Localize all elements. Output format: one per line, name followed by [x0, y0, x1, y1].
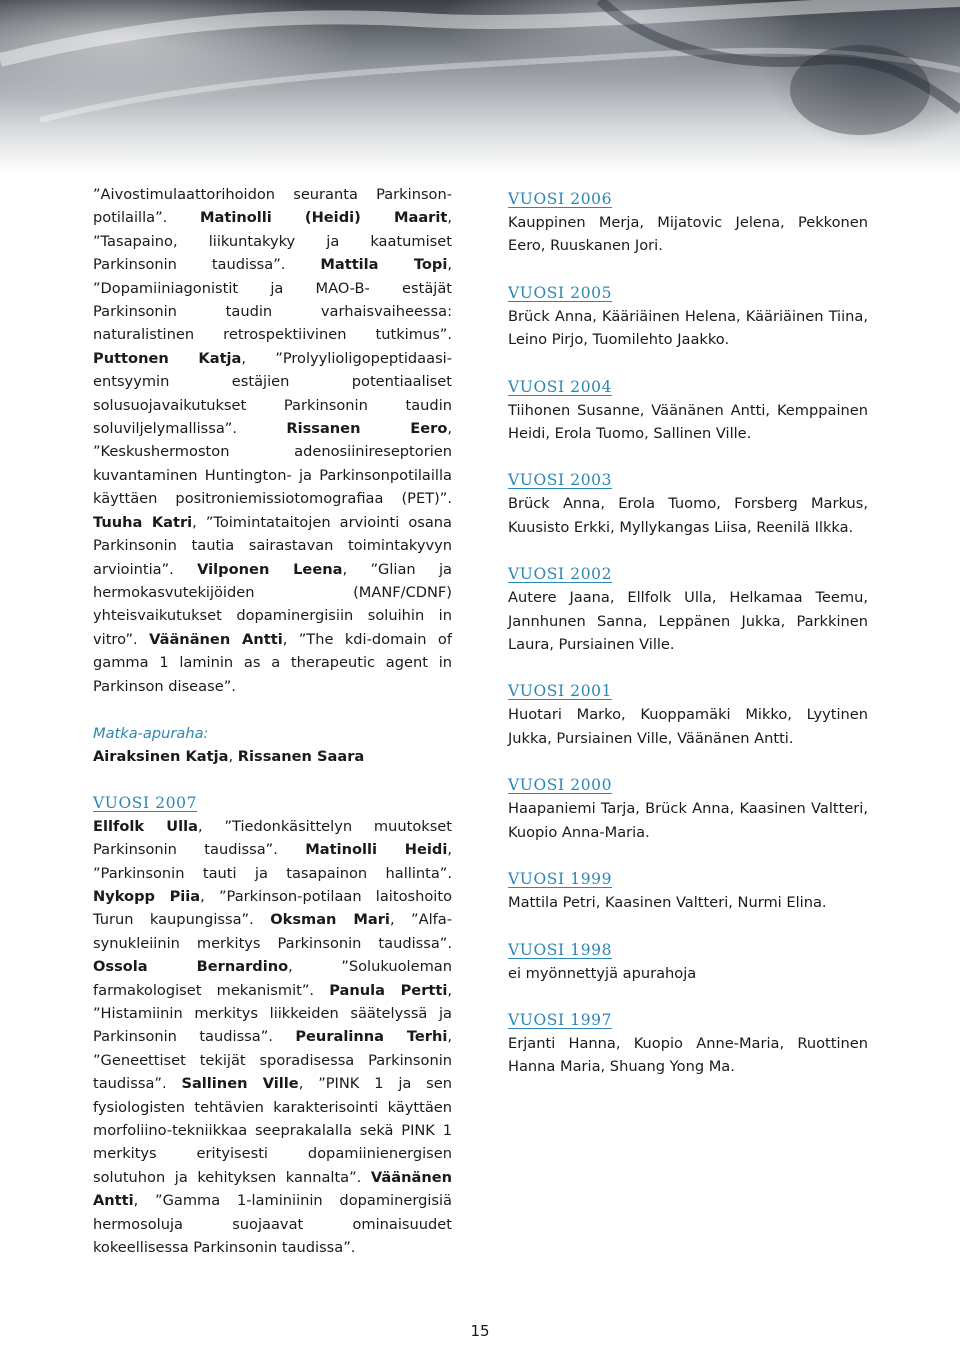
author-name: Mattila Topi — [320, 256, 448, 274]
year-recipients: ei myönnettyjä apurahoja — [508, 964, 697, 982]
text-run: , ”Tasapaino, liikuntakyky ja kaatumiset Parkinsonin taudissa”. — [93, 209, 452, 274]
author-name: Tuuha Katri — [93, 513, 193, 531]
year-heading: VUOSI 2003 — [508, 471, 613, 490]
year-recipients: Kauppinen Merja, Mijatovic Jelena, Pekkonen Eero, Ruuskanen Jori. — [508, 214, 868, 255]
author-name: Airaksinen Katja — [93, 748, 229, 766]
travel-grant-heading: Matka-apuraha: — [93, 724, 209, 742]
text-run: , ”PINK 1 ja sen fysiologisten tehtävien karakterisointi käyttäen morfoliino-tekniikkaa seeprakalalla sekä PINK 1 merkitys erityisesti dopamiinienergisen solutuhon ja kehityksen kannalta”. — [93, 1075, 452, 1186]
text-run: , ”Glian ja hermokasvutekijöiden (MANF/CDNF) yhteisvaikutukset dopaminergisiin soluihin in vitro”. — [93, 560, 452, 648]
author-name: Väänänen Antti — [149, 630, 283, 648]
text-run: , ”Alfa-synukleiinin merkitys Parkinsonin taudissa”. — [93, 911, 452, 952]
text-run: , ”The kdi-domain of gamma 1 laminin as a therapeutic agent in Parkinson disease”. — [93, 630, 452, 695]
author-name: Nykopp Piia — [93, 887, 201, 905]
author-name: Oksman Mari — [270, 911, 390, 929]
year-heading-2007: VUOSI 2007 — [93, 793, 198, 812]
year-recipients: Mattila Petri, Kaasinen Valtteri, Nurmi Elina. — [508, 894, 827, 912]
header-banner-image — [0, 0, 960, 172]
year-heading: VUOSI 1997 — [508, 1010, 613, 1029]
author-name: Matinolli Heidi — [305, 841, 448, 859]
text-run: , ”Tiedonkäsittelyn muutokset Parkinsonin taudissa”. — [93, 817, 452, 859]
author-name: Rissanen Saara — [237, 748, 365, 766]
year-2007-paragraph — [93, 815, 452, 1260]
text-run: , ”Keskushermoston adenosiinireseptorien kuvantaminen Huntington- ja Parkinsonpotilailla käyttäen positroniemissiotomografiaa (PET)”. — [93, 420, 452, 508]
text-run: , ”Prolyylioligopeptidaasi-entsyymin estäjien potentiaaliset solusuojavaikutukset Parkinsonin taudin soluviljelymallissa”. — [93, 349, 452, 438]
author-name: Vilponen Leena — [197, 560, 343, 578]
page-number: 15 — [470, 1322, 490, 1340]
intro-paragraph — [93, 183, 452, 698]
text-run: , — [228, 748, 238, 766]
text-run: , ”Solukuoleman farmakologiset mekanismit”. — [93, 958, 452, 999]
text-run: , ”Gamma 1-laminiinin dopaminergisiä hermosoluja suojaavat ominaisuudet kokeellisessa Parkinsonin taudissa”. — [93, 1192, 452, 1257]
author-name: Sallinen Ville — [181, 1075, 299, 1093]
year-recipients: Tiihonen Susanne, Väänänen Antti, Kemppainen Heidi, Erola Tuomo, Sallinen Ville. — [508, 401, 868, 443]
text-run: , ”Dopamiiniagonistit ja MAO-B- estäjät Parkinsonin taudin varhaisvaiheessa: naturalistinen retrospektiivinen tutkimus”. — [93, 256, 453, 344]
author-name: Peuralinna Terhi — [295, 1028, 448, 1046]
year-heading: VUOSI 2006 — [508, 190, 613, 208]
neuron-illustration — [0, 0, 960, 172]
text-run: , ”Histamiinin merkitys liikkeiden säätelyssä ja Parkinsonin taudissa”. — [93, 981, 452, 1046]
text-run: , ”Geneettiset tekijät sporadisessa Parkinsonin taudissa”. — [93, 1028, 452, 1093]
year-recipients: Haapaniemi Tarja, Brück Anna, Kaasinen Valtteri, Kuopio Anna-Maria. — [508, 800, 868, 841]
year-recipients: Brück Anna, Erola Tuomo, Forsberg Markus, Kuusisto Erkki, Myllykangas Liisa, Reenilä Ilkka. — [508, 495, 868, 536]
author-name: Ellfolk Ulla — [93, 817, 198, 835]
text-run: ”Aivostimulaattorihoidon seuranta Parkinson-potilailla”. — [93, 186, 452, 227]
travel-grant-names — [93, 745, 452, 768]
year-recipients: Erjanti Hanna, Kuopio Anne-Maria, Ruottinen Hanna Maria, Shuang Yong Ma. — [508, 1034, 868, 1076]
text-run: , ”Parkinsonin tauti ja tasapainon hallinta”. — [93, 841, 452, 882]
author-name: Matinolli (Heidi) Maarit — [199, 209, 448, 227]
year-heading: VUOSI 2004 — [508, 377, 613, 396]
year-heading: VUOSI 1999 — [508, 870, 613, 889]
year-heading: VUOSI 2005 — [508, 283, 613, 302]
text-run: , ”Toimintataitojen arviointi osana Parkinsonin tautia sairastavan toimintakyvyn arviointia”. — [93, 513, 453, 578]
year-heading: VUOSI 2002 — [508, 565, 613, 584]
year-recipients: Autere Jaana, Ellfolk Ulla, Helkamaa Teemu, Jannhunen Sanna, Leppänen Jukka, Parkkinen Laura, Pursiainen Ville. — [508, 589, 868, 654]
text-run: , ”Parkinson-potilaan laitoshoito Turun kaupungissa”. — [93, 887, 452, 929]
author-name: Rissanen Eero — [286, 420, 448, 438]
year-recipients: Brück Anna, Kääriäinen Helena, Kääriäinen Tiina, Leino Pirjo, Tuomilehto Jaakko. — [508, 307, 868, 349]
year-heading: VUOSI 1998 — [508, 940, 613, 959]
right-column — [508, 183, 868, 1079]
left-column — [93, 183, 452, 1259]
year-heading: VUOSI 2001 — [508, 682, 613, 701]
author-name: Väänänen Antti — [93, 1168, 452, 1210]
author-name: Ossola Bernardino — [93, 958, 289, 976]
year-recipients: Huotari Marko, Kuoppamäki Mikko, Lyytinen Jukka, Pursiainen Ville, Väänänen Antti. — [508, 706, 868, 747]
year-heading: VUOSI 2000 — [508, 776, 613, 795]
author-name: Panula Pertti — [329, 981, 448, 999]
author-name: Puttonen Katja — [93, 349, 242, 367]
